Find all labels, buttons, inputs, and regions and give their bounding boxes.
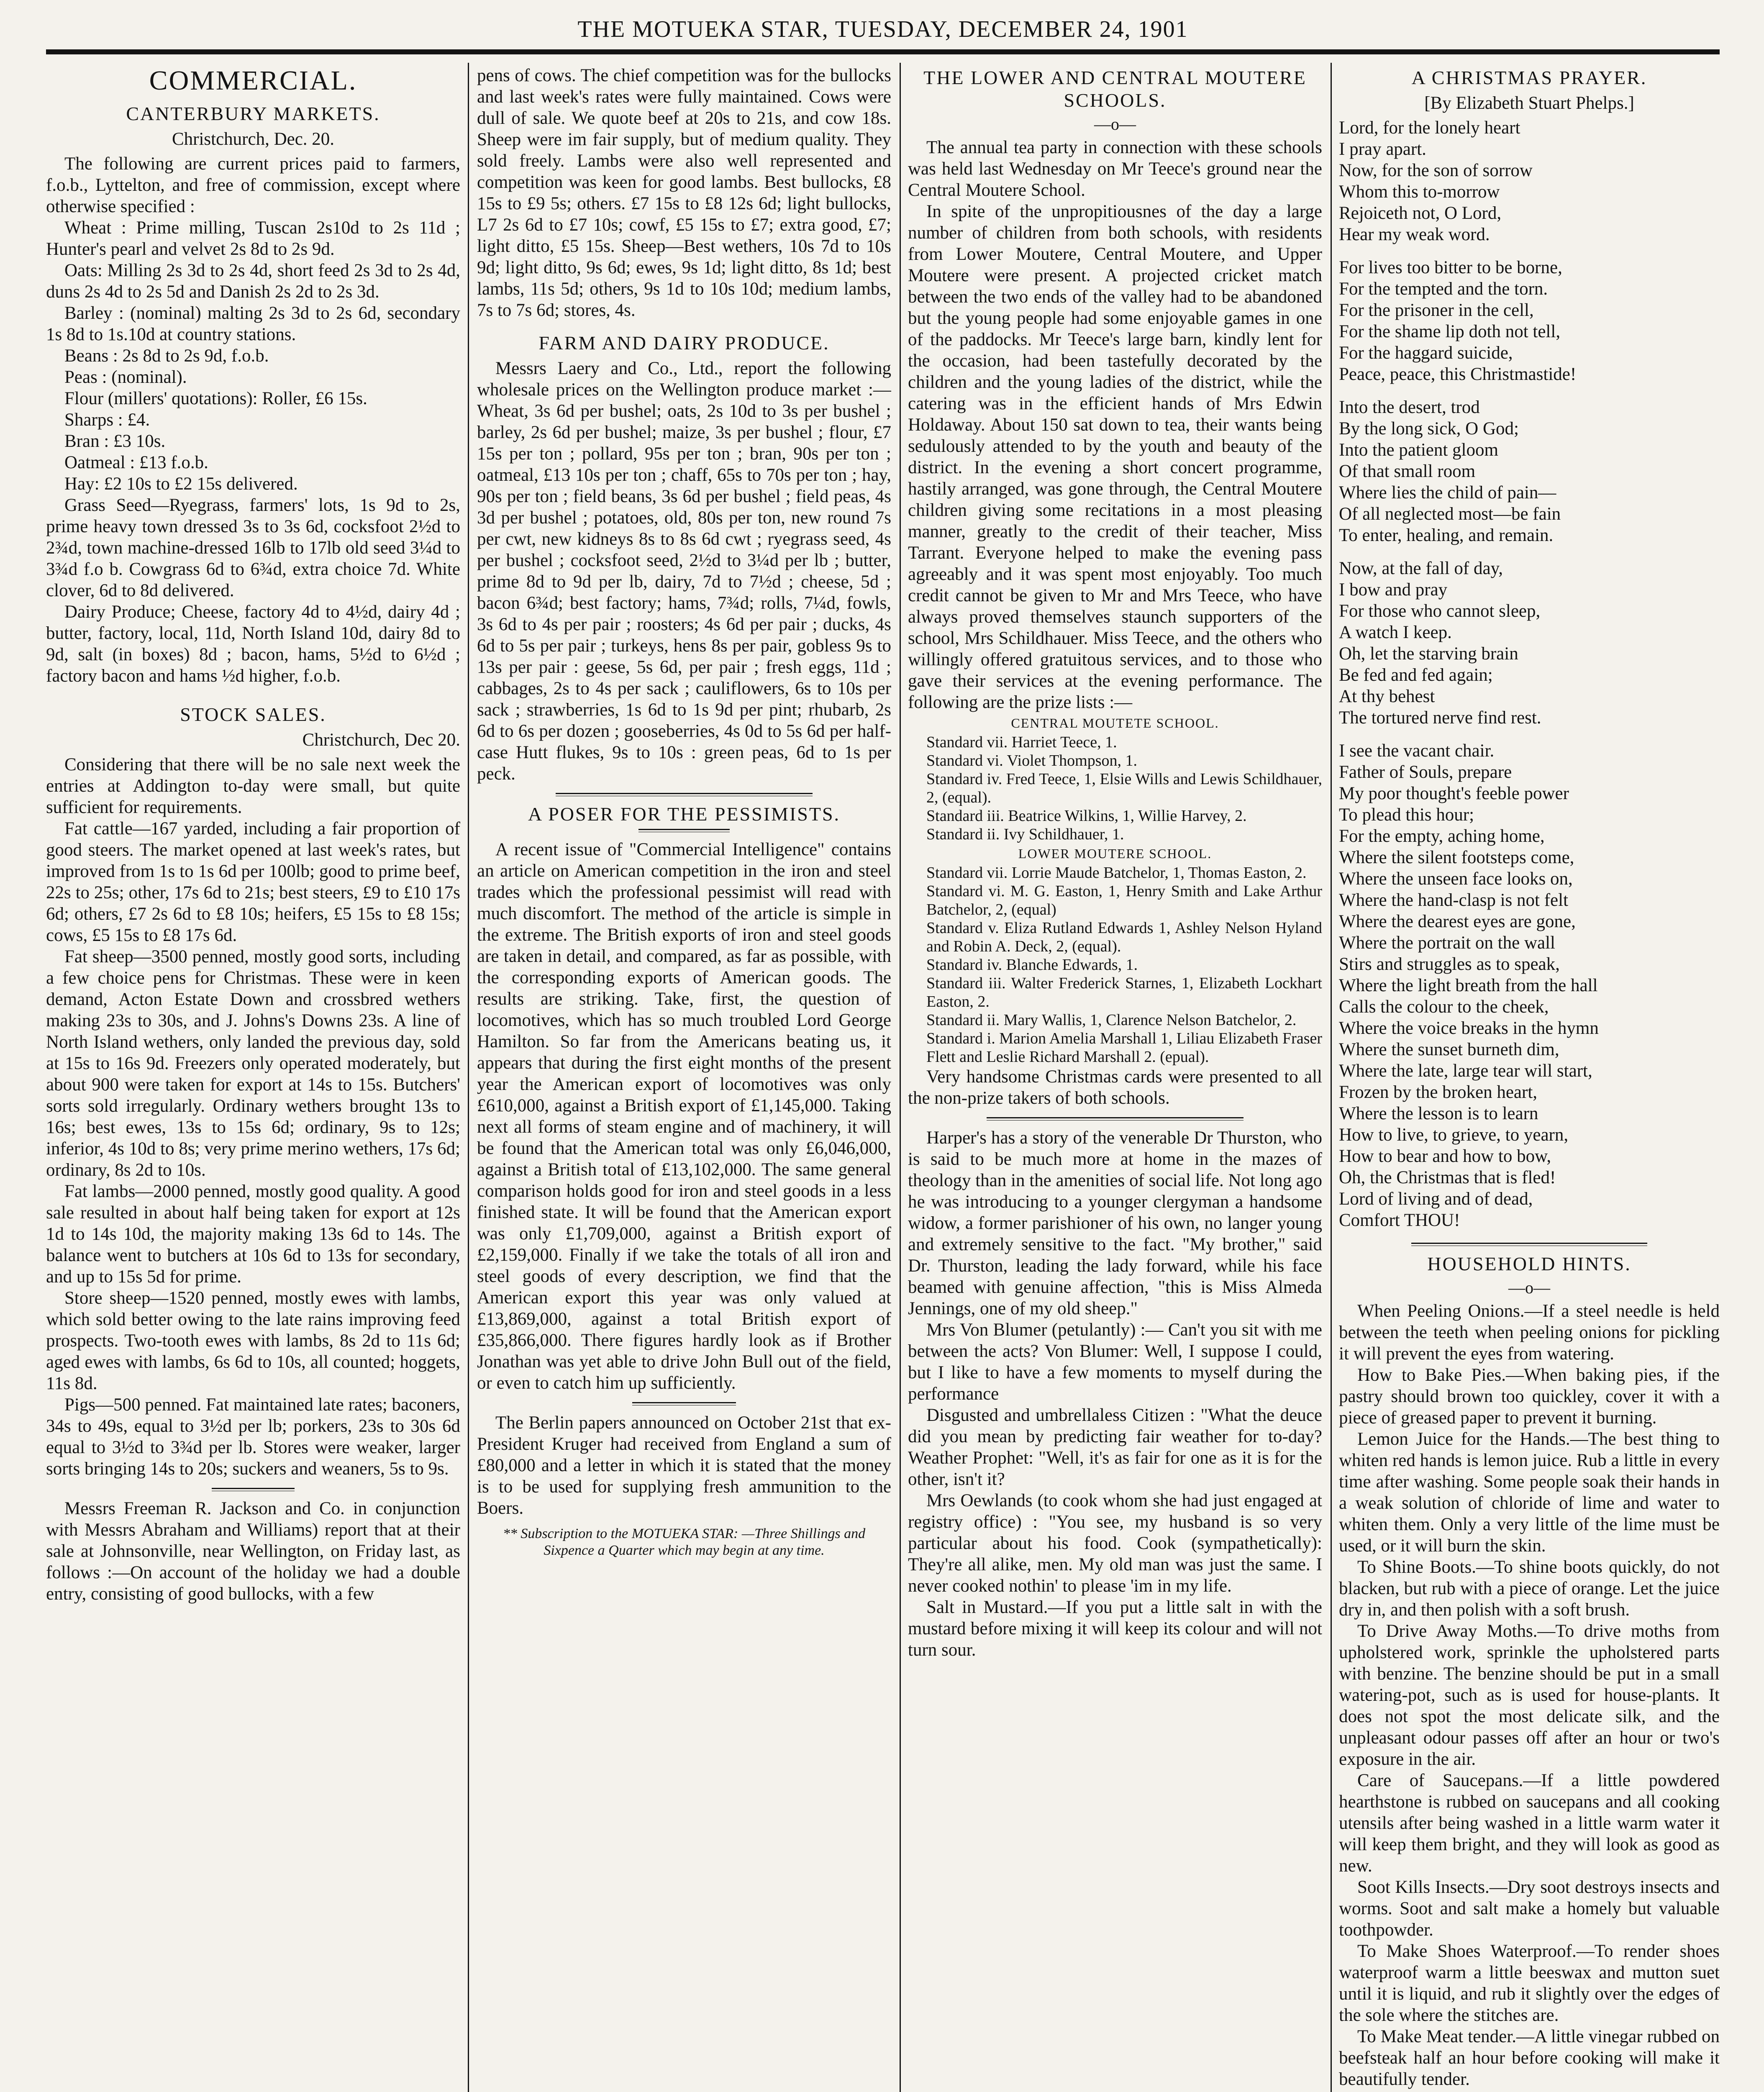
paragraph: Care of Saucepans.—If a little powdered hearthstone is rubbed on saucepans and all cooking utensils after being washed in a little warm water it will keep them bright, and they will look as good as new. [1339,1771,1720,1876]
poem-line: Into the desert, trod [1339,397,1480,417]
list-item: Standard vi. Violet Thompson, 1. [926,752,1138,769]
paragraph: Fat sheep—3500 penned, mostly good sorts, including a few choice pens for Christmas. These were in keen demand, Acton Estate Down and crossbred wethers making 23s to 30s, and J. Johns's Downs 23s. A line of North Island wethers, only landed the previous day, sold at 15s to 16s 9d. Freezers only operated moderately, but about 900 were taken for export at 14s to 15s. Butchers' sorts sold irregularly. Ordinary wethers brought 13s to 16s; best ewes, 13s to 15s 6d; ordinary, 9s to 12s; inferior, 4s 10d to 8s; very prime merino wethers, 17s 6d; ordinary, 8s 2d to 10s. [46,947,460,1180]
poem-line: For the shame lip doth not tell, [1339,322,1561,341]
poem-line: Where the dearest eyes are gone, [1339,912,1576,931]
poem-line: Whom this to-morrow [1339,182,1500,202]
poem-line: Stirs and struggles as to speak, [1339,954,1560,974]
poem-line: For the haggard suicide, [1339,343,1513,363]
paragraph: The following are current prices paid to farmers, f.o.b., Lyttelton, and free of commission, except where otherwise specified : [46,154,460,216]
poem-stanza [1339,740,1720,1231]
poem-line: Lord, for the lonely heart [1339,118,1520,138]
paragraph: A recent issue of "Commercial Intelligence" contains an article on American competition in the iron and steel trades which the professional pessimist will read with much discomfort. The method of the article is simple in the extreme. The British exports of iron and steel goods are taken in detail, and compared, as far as possible, with the corresponding exports of American goods. The results are striking. Take, first, the question of locomotives, which has so much troubled Lord George Hamilton. So far from the Americans beating us, it appears that during the first eight months of the present year the American export of locomotives was only £610,000, against a British export of £1,145,000. Taking next all forms of steam engine and of machinery, it will be found that the American total was only £6,046,000, against a British total of £13,102,000. The same general comparison holds good for iron and steel goods in a less finished state. It will be found that the American export was only £1,709,000, against a British export of £2,159,000. Finally if we take the totals of all iron and steel goods of every description, we find that the American export this year was only valued at £13,869,000, against a total British export of £35,866,000. There figures hardly look as if Brother Jonathan was yet able to drive John Bull out of the field, or even to catch him up sufficiently. [477,840,891,1393]
poem-line: Comfort THOU! [1339,1210,1460,1230]
paragraph: To Make Meat tender.—A little vinegar rubbed on beefsteak half an hour before cooking will make it beautifully tender. [1339,2027,1720,2089]
poem-line: By the long sick, O God; [1339,419,1519,438]
household-hints-heading: HOUSEHOLD HINTS. [1427,1253,1631,1274]
poem-line: Where the lesson is to learn [1339,1104,1538,1123]
poem-line: Into the patient gloom [1339,440,1498,460]
paragraph: pens of cows. The chief competition was for the bullocks and last week's rates were fully maintained. Cows were dull of sale. We quote beef at 20s to 21s, and cow 18s. Sheep were im fair supply, but of medium quality. They sold freely. Lambs were also well represented and competition was keen for good lambs. Best bullocks, £8 15s to £9 5s; others. £7 15s to £8 12s 6d; light bullocks, L7 2s 6d to £7 10s; cowf, £5 15s to £7; extra good, £7; light ditto, £5 15s. Sheep—Best wethers, 10s 7d to 10s 9d; light ditto, 9s 6d; ewes, 9s 1d; light ditto, 8s 1d; best lambs, 11s 5d; others, 9s 1d to 10s 10d; medium lambs, 7s to 7s 6d; stores, 4s. [477,66,891,320]
poem-line: Where the voice breaks in the hymn [1339,1018,1599,1038]
poem-line: Of that small room [1339,461,1476,481]
masthead-rule [46,49,1720,54]
paragraph: Beans : 2s 8d to 2s 9d, f.o.b. [64,346,269,366]
poem-line: Where the portrait on the wall [1339,933,1555,953]
column-1 [46,65,460,2092]
poem-line: Be fed and fed again; [1339,665,1493,685]
paragraph: To Make Shoes Waterproof.—To render shoes waterproof warm a little beeswax and mutton suet until it is liquid, and rub it slightly over the edges of the sole where the stitches are. [1339,1941,1720,2025]
poem-line: For the prisoner in the cell, [1339,300,1534,320]
christmas-prayer-heading: A CHRISTMAS PRAYER. [1411,67,1647,88]
list-item: Standard ii. Ivy Schildhauer, 1. [926,826,1124,843]
poem-line: Peace, peace, this Christmastide! [1339,364,1577,384]
central-school-heading: CENTRAL MOUTETE SCHOOL. [1011,715,1219,731]
separator: —o— [1508,1278,1550,1297]
separator: —o— [1094,115,1136,133]
list-item: Standard v. Eliza Rutland Edwards 1, Ashley Nelson Hyland and Robin A. Deck, 2, (equal). [926,919,1322,955]
paragraph: In spite of the unpropitiousnes of the day a large number of children from both schools, with residents from Lower Moutere, Central Moutere, and Upper Moutere were present. A projected cricket match between the two ends of the valley had to be abandoned but the young people had some enjoyable games in one of the paddocks. Mr Teece's large barn, kindly lent for the occasion, had been tastefully decorated by the children and the young ladies of the district, while the catering was in the efficient hands of Mrs Edwin Holdaway. About 150 sat down to tea, their wants being sedulously attended to by the youth and beauty of the district. In the evening a short concert programme, hastily arranged, was gone through, the Central Moutere children giving some recitations in a most pleasing manner, greatly to the credit of their teacher, Miss Tarrant. Everyone helped to make the evening pass agreeably and it was spent most enjoyably. Too much credit cannot be given to Mr and Mrs Teece, who have always proved themselves staunch supporters of the school, Mrs Schildhauer. Miss Teece, and the others who willingly offered gratuitous services, and to those who gave their services at the evening performance. The following are the prize lists :— [908,202,1322,712]
list-item: Standard iv. Fred Teece, 1, Elsie Wills and Lewis Schildhauer, 2, (equal). [926,770,1322,806]
paragraph: Harper's has a story of the venerable Dr Thurston, who is said to be much more at home in the mazes of theology than in the amenities of social life. Not long ago he was introducing to a younger clergyman a handsome widow, a former parishioner of his own, no langer young and extremely sensitive to the fact. "My brother," said Dr. Thurston, leading the lady forward, while his face beamed with genuine affection, "this is Miss Almeda Jennings, one of my old sheep." [908,1128,1322,1318]
poem-line: To plead this hour; [1339,805,1474,825]
list-item: Standard vii. Lorrie Maude Batchelor, 1, Thomas Easton, 2. [926,864,1307,882]
masthead: THE MOTUEKA STAR, TUESDAY, DECEMBER 24, 1901 [577,16,1188,42]
list-item: Standard i. Marion Amelia Marshall 1, Liliau Elizabeth Fraser Flett and Leslie Richard Marshall 2. (epual). [926,1030,1322,1066]
commercial-heading: COMMERCIAL. [149,65,357,96]
poem-line: Of all neglected most—be fain [1339,504,1561,524]
poser-heading: A POSER FOR THE PESSIMISTS. [528,803,841,825]
list-item: Standard iii. Beatrice Wilkins, 1, Willie Harvey, 2. [926,807,1247,825]
poem-stanza [1339,558,1720,728]
poem-line: Calls the colour to the cheek, [1339,997,1549,1017]
poem-line: For the tempted and the torn. [1339,279,1548,299]
section-rule [987,1117,1244,1120]
paragraph: Grass Seed—Ryegrass, farmers' lots, 1s 9d to 2s, prime heavy town dressed 3s to 3s 6d, cocksfoot 2½d to 2¾d, town machine-dressed 16lb to 17lb old seed 3¼d to 3¾d f.o b. Cowgrass 6d to 6¾d, extra choice 7d. White clover, 6d to 8d delivered. [46,495,460,600]
poem-line: Frozen by the broken heart, [1339,1082,1538,1102]
column-2 [477,65,891,2092]
moutere-schools-heading: THE LOWER AND CENTRAL MOUTERE SCHOOLS. [923,67,1307,111]
poem-line: For lives too bitter to be borne, [1339,258,1562,277]
paragraph: How to Bake Pies.—When baking pies, if the pastry should brown too quickley, cover it with a piece of greased paper to prevent it burning. [1339,1365,1720,1428]
poem-line: How to bear and how to bow, [1339,1146,1551,1166]
farm-dairy-heading: FARM AND DAIRY PRODUCE. [538,332,830,354]
poem-line: A watch I keep. [1339,623,1452,642]
list-item: Standard vi. M. G. Easton, 1, Henry Smith and Lake Arthur Batchelor, 2, (equal) [926,882,1322,918]
poem-line: Father of Souls, prepare [1339,762,1512,782]
poem-line: Where the unseen face looks on, [1339,869,1573,889]
dateline: Christchurch, Dec 20. [302,730,460,750]
stock-sales-heading: STOCK SALES. [180,704,326,725]
paragraph: Mrs Von Blumer (petulantly) :— Can't you sit with me between the acts? Von Blumer: Well, I suppose I could, but I like to have a few moments to myself during the performance [908,1320,1322,1404]
column-4 [1339,65,1720,2092]
poem-line: Where the silent footsteps come, [1339,848,1574,867]
paragraph: The Berlin papers announced on October 21st that ex-President Kruger had received from England a sum of £80,000 and a letter in which it is stated that the money is to be used for supplying fresh ammunition to the Boers. [477,1413,891,1518]
lower-school-heading: LOWER MOUTERE SCHOOL. [1018,846,1212,861]
poem-byline: [By Elizabeth Stuart Phelps.] [1424,93,1634,113]
canterbury-markets-heading: CANTERBURY MARKETS. [126,103,380,124]
paragraph: Messrs Laery and Co., Ltd., report the following wholesale prices on the Wellington produce market :—Wheat, 3s 6d per bushel; oats, 2s 10d to 3s per bushel ; barley, 2s 6d per bushel; maize, 3s per bushel ; flour, £7 15s per ton ; pollard, 95s per ton ; bran, 90s per ton ; oatmeal, £13 10s per ton ; chaff, 65s to 70s per ton ; hay, 90s per ton ; field beans, 3s 6d per bushel ; field peas, 4s 3d per bushel ; potatoes, old, 80s per ton, new round 7s per cwt, new kidneys 8s to 8s 6d cwt ; ryegrass seed, 4s per bushel ; cocksfoot seed, 2½d to 3¼d per lb ; butter, prime 8d to 9d per lb, dairy, 7d to 7½d ; cheese, 5d ; bacon 6¾d; best factory; hams, 7¾d; rolls, 7¼d, fowls, 3s 6d to 4s per pair ; roosters; 4s 6d per pair ; ducks, 4s 6d to 5s per pair ; turkeys, hens 8s per pair, gobless 9s to 13s per pair : geese, 5s 6d, per pair ; fresh eggs, 11d ; cabbages, 2s to 4s per sack ; cauliflowers, 6s to 10s per sack ; strawberries, 1s 6d to 1s 9d per pint; rhubarb, 2s 6d to 6s per dozen ; gooseberries, 4s 0d to 5s 6d per half-case Hutt flukes, 9s to 10s : green peas, 6d to 1s per peck. [477,359,891,784]
paragraph: Oats: Milling 2s 3d to 2s 4d, short feed 2s 3d to 2s 4d, duns 2s 4d to 2s 5d and Danish 2s 2d to 2s 3d. [46,261,460,302]
poem-line: The tortured nerve find rest. [1339,708,1541,728]
paragraph: Disgusted and umbrellaless Citizen : "What the deuce did you mean by predicting fair weather for to-day? Weather Prophet: "Well, it's as fair for one as it is for the other, isn't it? [908,1405,1322,1489]
paragraph: Soot Kills Insects.—Dry soot destroys insects and worms. Soot and salt make a homely but valuable toothpowder. [1339,1877,1720,1940]
paragraph: The annual tea party in connection with these schools was held last Wednesday on Mr Teece's ground near the Central Moutere School. [908,138,1322,200]
subscription-note: ** Subscription to the MOTUEKA STAR: —Three Shillings and Sixpence a Quarter which may begin at any time. [503,1526,866,1558]
central-prize-list [908,733,1322,843]
lower-prize-list [908,864,1322,1066]
poem-line: Where the sunset burneth dim, [1339,1040,1559,1059]
column-rule [468,63,469,2092]
poem-line: Now, for the son of sorrow [1339,161,1533,180]
poem-line: Rejoiceth not, O Lord, [1339,203,1502,223]
poem-line: I pray apart. [1339,139,1426,159]
dateline: Christchurch, Dec. 20. [172,129,335,149]
column-3 [908,65,1322,2092]
paragraph: When Peeling Onions.—If a steel needle is held between the teeth when peeling onions for pickling it will prevent the eyes from watering. [1339,1301,1720,1364]
column-rule [1331,63,1332,2092]
paragraph: Messrs Freeman R. Jackson and Co. in conjunction with Messrs Abraham and Williams) report that at their sale at Johnsonville, near Wellington, on Friday last, as follows :—On account of the holiday we had a double entry, consisting of good bullocks, with a few [46,1499,460,1604]
paragraph: Pigs—500 penned. Fat maintained late rates; baconers, 34s to 49s, equal to 3½d per lb; porkers, 23s to 30s 6d equal to 3½d to 3¾d per lb. Stores were weaker, larger sorts bringing 14s to 20s; suckers and weaners, 5s to 9s. [46,1395,460,1479]
paragraph: Very handsome Christmas cards were presented to all the non-prize takers of both schools. [908,1067,1322,1108]
section-rule [632,1402,736,1405]
markets-body [46,153,460,687]
paragraph: To Shine Boots.—To shine boots quickly, do not blacken, but rub with a piece of orange. Let the juice dry in, and then polish with a soft brush. [1339,1557,1720,1620]
paragraph: Lemon Juice for the Hands.—The best thing to whiten red hands is lemon juice. Rub a little in every time after washing. Some people soak their hands in a weak solution of chloride of lime and water to whiten them. Only a very little of the lime must be used, or it will burn the skin. [1339,1429,1720,1556]
poem-line: Oh, let the starving brain [1339,644,1518,664]
poem-line: Where the late, large tear will start, [1339,1061,1592,1081]
list-item: Standard iv. Blanche Edwards, 1. [926,956,1138,974]
poem-line: My poor thought's feeble power [1339,784,1569,803]
poem-line: Lord of living and of dead, [1339,1189,1533,1209]
poem-line: I bow and pray [1339,580,1448,600]
poem-line: At thy behest [1339,687,1435,706]
column-rule [900,63,901,2092]
poem-line: I see the vacant chair. [1339,741,1495,761]
poem-line: Where the hand-clasp is not felt [1339,890,1569,910]
poem-stanza [1339,397,1720,546]
paragraph: To Drive Away Moths.—To drive moths from upholstered work, sprinkle the upholstered parts with benzine. The benzine should be put in a small watering-pot, such as is used for house-plants. It does not spot the most delicate silk, and the unpleasant odour passes off after an hour or two's exposure in the air. [1339,1621,1720,1769]
paragraph: Fat cattle—167 yarded, including a fair proportion of good steers. The market opened at last week's rates, but improved from 1s to 1s 6d per 100lb; good to prime beef, 22s to 25s; other, 17s 6d to 21s; best steers, £9 to £10 17s 6d; others, £7 2s 6d to £8 10s; heifers, £5 15s to £8 15s; cows, £5 15s to £8 17s 6d. [46,819,460,945]
paragraph: Bran : £3 10s. [64,431,166,451]
poem-line: For the empty, aching home, [1339,826,1545,846]
poem-line: Where lies the child of pain— [1339,483,1556,502]
stock-sales-body [46,754,460,1479]
poem-line: Where the light breath from the hall [1339,976,1598,995]
paragraph: Fat lambs—2000 penned, mostly good quality. A good sale resulted in about half being taken for export at 12s 1d to 14s 10d, the majority making 13s 6d to 14s. The balance went to butchers at 10s 6d to 13s for secondary, and up to 15s 5d for prime. [46,1182,460,1287]
paragraph: Barley : (nominal) malting 2s 3d to 2s 6d, secondary 1s 8d to 1s.10d at country stations. [46,303,460,344]
section-rule [556,793,813,796]
poem-line: To enter, healing, and remain. [1339,526,1554,545]
paragraph: Oatmeal : £13 f.o.b. [64,453,208,472]
paragraph: Considering that there will be no sale next week the entries at Addington to-day were small, but quite sufficient for requirements. [46,755,460,817]
paragraph: Wheat : Prime milling, Tuscan 2s10d to 2s 11d ; Hunter's pearl and velvet 2s 8d to 2s 9d. [46,218,460,259]
poem-stanza [1339,257,1720,385]
poem-line: How to live, to grieve, to yearn, [1339,1125,1569,1145]
poem-line: Oh, the Christmas that is fled! [1339,1168,1556,1187]
paragraph: Flour (millers' quotations): Roller, £6 15s. [64,389,367,408]
paragraph: Dairy Produce; Cheese, factory 4d to 4½d, dairy 4d ; butter, factory, local, 11d, North Island 10d, dairy 8d to 9d, salt (in boxes) 8d ; bacon, hams, 5½d to 6½d ; factory bacon and hams ½d higher, f.o.b. [46,602,460,686]
poem-line: For those who cannot sleep, [1339,601,1541,621]
poem [1339,117,1720,1231]
paragraph: Peas : (nominal). [64,367,187,387]
list-item: Standard vii. Harriet Teece, 1. [926,733,1117,751]
list-item: Standard ii. Mary Wallis, 1, Clarence Nelson Batchelor, 2. [926,1011,1297,1029]
paragraph: Salt in Mustard.—If you put a little salt in with the mustard before mixing it will keep its colour and will not turn sour. [908,1597,1322,1660]
section-rule [212,1488,295,1491]
poem-line: Hear my weak word. [1339,225,1490,244]
list-item: Standard iii. Walter Frederick Starnes, 1, Elizabeth Lockhart Easton, 2. [926,974,1322,1010]
paragraph: Hay: £2 10s to £2 15s delivered. [64,474,298,494]
section-rule [638,829,730,832]
paragraph: Mrs Oewlands (to cook whom she had just engaged at registry office) : "You see, my husband is so very particular about his food. Cook (sympathetically): They're all alike, men. My old man was just the same. I never cooked nothin' to please 'im in my life. [908,1491,1322,1596]
section-rule [1411,1243,1647,1246]
poem-line: Now, at the fall of day, [1339,559,1503,578]
poem-stanza [1339,117,1720,245]
paragraph: Sharps : £4. [64,410,150,430]
paragraph: Store sheep—1520 penned, mostly ewes with lambs, which sold better owing to the late rains improving feed prospects. Two-tooth ewes with lambs, 8s 2d to 11s 6d; aged ewes with lambs, 6s 6d to 10s, all counted; hoggets, 11s 8d. [46,1288,460,1393]
